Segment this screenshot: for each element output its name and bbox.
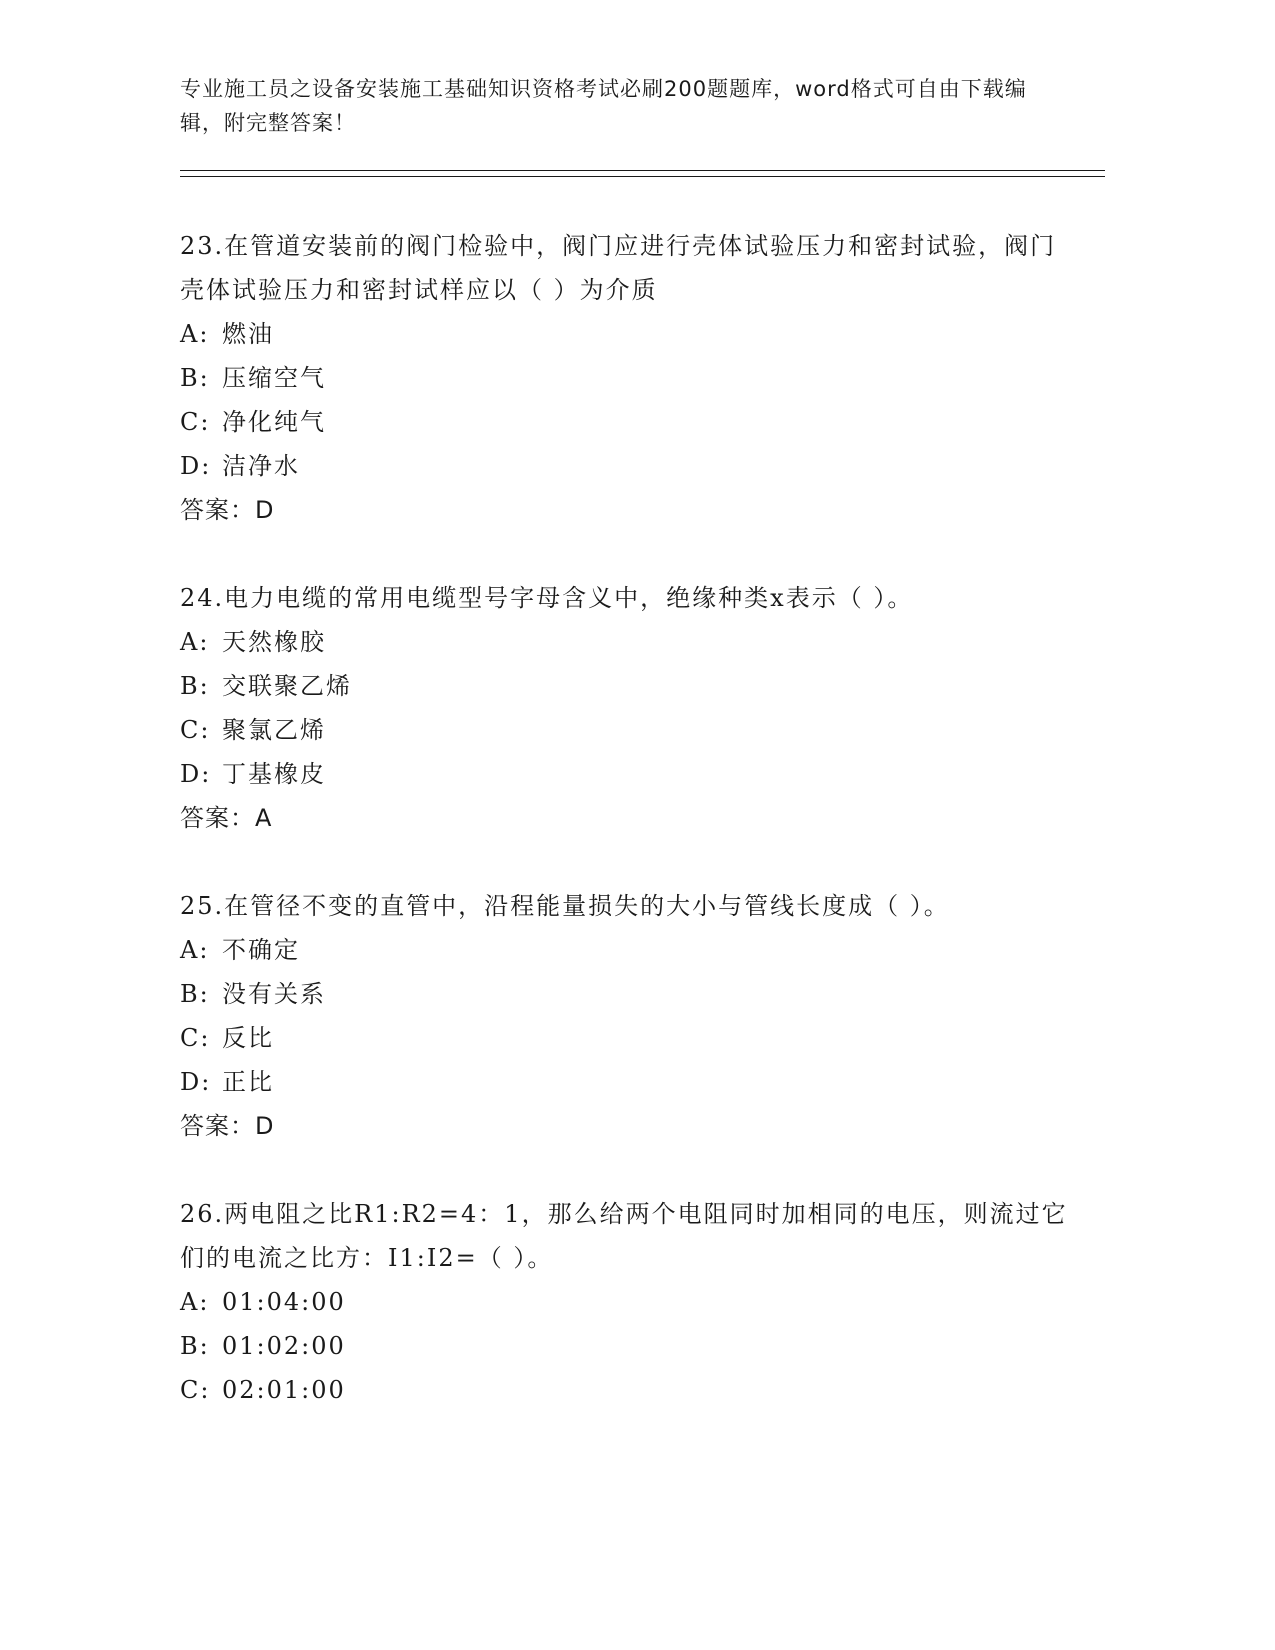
question-text: 23.在管道安装前的阀门检验中，阀门应进行壳体试验压力和密封试验，阀门壳体试验压力和密封试样应以（ ）为介质: [180, 232, 1057, 304]
answer: 答案：D: [180, 1112, 275, 1140]
option-text: 01:02:00: [222, 1332, 346, 1360]
document-header: 专业施工员之设备安装施工基础知识资格考试必刷200题题库，word格式可自由下载编辑，附完整答案！: [180, 77, 1027, 135]
question-text: 25.在管径不变的直管中，沿程能量损失的大小与管线长度成（ ）。: [180, 892, 950, 920]
option-d: [180, 444, 1080, 488]
option-letter: B:: [180, 980, 210, 1008]
option-text: 01:04:00: [222, 1288, 346, 1316]
question-list: [180, 224, 1080, 1456]
option-letter: B:: [180, 1332, 210, 1360]
option-a: [180, 620, 1080, 664]
question-24: [180, 576, 1080, 840]
option-letter: D:: [180, 760, 212, 788]
option-letter: D:: [180, 452, 212, 480]
option-c: [180, 1016, 1080, 1060]
option-d: [180, 752, 1080, 796]
option-text: 聚氯乙烯: [222, 716, 326, 744]
option-letter: C:: [180, 1376, 211, 1404]
option-d: [180, 1060, 1080, 1104]
option-letter: D:: [180, 1068, 212, 1096]
option-text: 丁基橡皮: [222, 760, 326, 788]
option-letter: A:: [180, 936, 210, 964]
question-23: [180, 224, 1080, 532]
option-c: [180, 708, 1080, 752]
answer: 答案：D: [180, 496, 275, 524]
question-text: 26.两电阻之比R1:R2=4：1，那么给两个电阻同时加相同的电压，则流过它们的电流之比方：I1:I2=（ ）。: [180, 1200, 1068, 1272]
answer: 答案：A: [180, 804, 273, 832]
option-letter: C:: [180, 1024, 211, 1052]
question-26: [180, 1192, 1080, 1412]
option-text: 没有关系: [222, 980, 326, 1008]
option-text: 反比: [222, 1024, 274, 1052]
option-letter: A:: [180, 1288, 210, 1316]
option-a: [180, 1280, 1080, 1324]
option-text: 不确定: [222, 936, 300, 964]
option-letter: C:: [180, 716, 211, 744]
option-text: 02:01:00: [222, 1376, 346, 1404]
option-letter: A:: [180, 320, 210, 348]
option-a: [180, 928, 1080, 972]
question-text: 24.电力电缆的常用电缆型号字母含义中，绝缘种类x表示（ ）。: [180, 584, 914, 612]
option-text: 天然橡胶: [222, 628, 326, 656]
option-text: 燃油: [222, 320, 274, 348]
option-c: [180, 400, 1080, 444]
option-letter: C:: [180, 408, 211, 436]
option-b: [180, 664, 1080, 708]
option-b: [180, 972, 1080, 1016]
option-text: 压缩空气: [222, 364, 326, 392]
option-text: 正比: [222, 1068, 274, 1096]
option-text: 交联聚乙烯: [222, 672, 352, 700]
option-b: [180, 1324, 1080, 1368]
option-letter: B:: [180, 364, 210, 392]
option-text: 洁净水: [222, 452, 300, 480]
header-divider-top: [180, 170, 1105, 171]
option-b: [180, 356, 1080, 400]
header-divider-bottom: [180, 176, 1105, 177]
option-text: 净化纯气: [222, 408, 326, 436]
option-c: [180, 1368, 1080, 1412]
option-letter: B:: [180, 672, 210, 700]
option-a: [180, 312, 1080, 356]
question-25: [180, 884, 1080, 1148]
option-letter: A:: [180, 628, 210, 656]
